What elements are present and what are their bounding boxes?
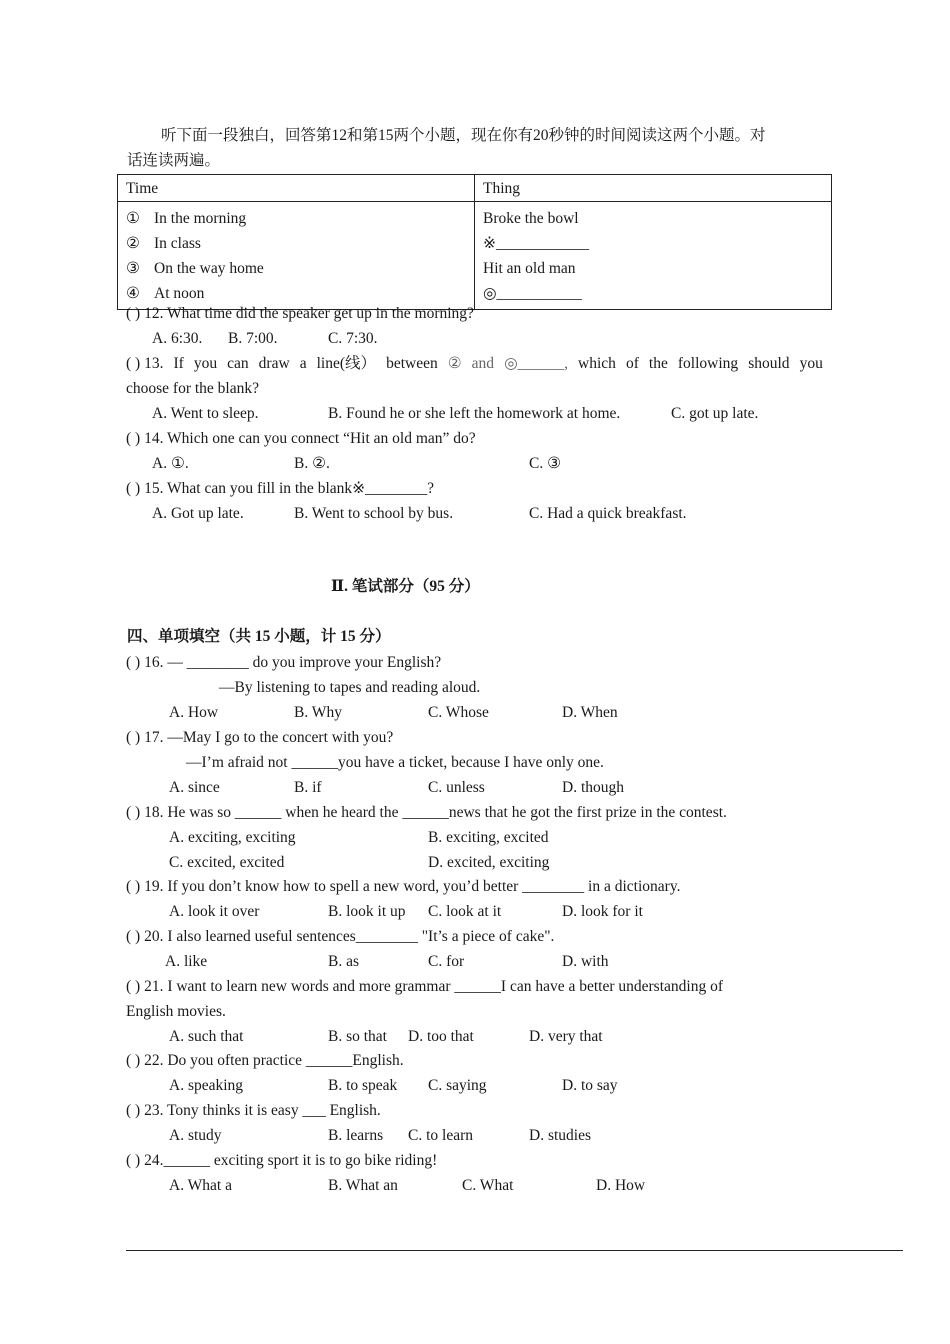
time-text: At noon — [154, 285, 205, 302]
q16-option-b: B. Why — [294, 704, 342, 721]
q15-option-b: B. Went to school by bus. — [294, 505, 454, 522]
time-text: In the morning — [154, 210, 247, 227]
q20-stem: ( ) 20. I also learned useful sentences________ "It’s a piece of cake". — [126, 928, 555, 945]
q18-option-a: A. exciting, exciting — [169, 829, 296, 846]
q20-option-c: C. for — [428, 953, 465, 970]
circled-number: ② — [126, 235, 140, 252]
q24-option-c: C. What — [462, 1177, 514, 1194]
q13-word: which — [578, 355, 616, 372]
q24-stem: ( ) 24.______ exciting sport it is to go bike riding! — [126, 1152, 438, 1169]
q13-word: draw — [258, 355, 290, 372]
q21-option-b: B. so that — [328, 1028, 387, 1045]
q17-option-d: D. though — [562, 779, 624, 796]
time-text: On the way home — [154, 260, 264, 277]
q14-stem: ( ) 14. Which one can you connect “Hit an old man” do? — [126, 430, 476, 447]
q13-stem-line-2: choose for the blank? — [126, 380, 259, 397]
q12-stem: ( ) 12. What time did the speaker get up in the morning? — [126, 305, 474, 322]
q13-word: between — [386, 355, 438, 372]
q13-word: following — [677, 355, 739, 372]
circled-number: ① — [126, 210, 140, 227]
q22-stem: ( ) 22. Do you often practice ______English. — [126, 1052, 404, 1069]
q21-stem: ( ) 21. I want to learn new words and more grammar ______I can have a better understanding of — [126, 978, 723, 995]
q13-word: you — [799, 355, 823, 372]
q23-option-d: D. studies — [529, 1127, 591, 1144]
q12-option-c: C. 7:30. — [328, 330, 378, 347]
q18-option-d: D. excited, exciting — [428, 854, 550, 871]
q23-option-c: C. to learn — [408, 1127, 473, 1144]
q18-stem: ( ) 18. He was so ______ when he heard the ______news that he got the first prize in the contest. — [126, 804, 727, 821]
time-text: In class — [154, 235, 201, 252]
table-header-time: Time — [118, 175, 475, 202]
q13-word: of — [625, 355, 639, 372]
q15-stem: ( ) 15. What can you fill in the blank※________? — [126, 480, 434, 497]
q13-word: the — [648, 355, 668, 372]
thing-row: ※____________ — [483, 235, 589, 252]
q13-option-a: A. Went to sleep. — [152, 405, 259, 422]
footer-divider — [126, 1250, 903, 1251]
q24-option-d: D. How — [596, 1177, 646, 1194]
q13-word: and — [471, 355, 495, 372]
q18-option-b: B. exciting, excited — [428, 829, 549, 846]
q14-option-c: C. ③ — [529, 455, 561, 472]
time-column — [118, 202, 475, 310]
q13-word: should — [748, 355, 790, 372]
q21-stem-line-2: English movies. — [126, 1003, 226, 1020]
q24-option-a: A. What a — [169, 1177, 232, 1194]
q13-word: ◎______, — [504, 355, 568, 372]
q19-option-d: D. look for it — [562, 903, 643, 920]
q13-word: can — [227, 355, 249, 372]
q12-option-b: B. 7:00. — [228, 330, 278, 347]
q23-option-a: A. study — [169, 1127, 222, 1144]
q20-option-d: D. with — [562, 953, 609, 970]
circled-number: ③ — [126, 260, 140, 277]
time-row — [126, 206, 466, 231]
thing-row: ◎___________ — [483, 285, 582, 302]
time-row — [126, 256, 466, 281]
table-header-thing: Thing — [475, 175, 832, 202]
thing-row: Broke the bowl — [483, 210, 579, 227]
q14-option-a: A. ①. — [152, 455, 189, 472]
q19-option-b: B. look it up — [328, 903, 406, 920]
thing-row: Hit an old man — [483, 260, 576, 277]
q13-word: you — [193, 355, 218, 372]
time-row — [126, 231, 466, 256]
q13-option-b: B. Found he or she left the homework at home. — [328, 405, 621, 422]
q19-option-c: C. look at it — [428, 903, 502, 920]
part4-title: 四、单项填空（共 15 小题，计 15 分） — [127, 628, 391, 645]
q13-word: ② — [447, 355, 462, 372]
q12-option-a: A. 6:30. — [152, 330, 203, 347]
q22-option-a: A. speaking — [169, 1077, 244, 1094]
q16-option-d: D. When — [562, 704, 618, 721]
q22-option-c: C. saying — [428, 1077, 487, 1094]
q13-stem-line-1 — [126, 356, 823, 372]
q16-option-c: C. Whose — [428, 704, 489, 721]
q19-option-a: A. look it over — [169, 903, 260, 920]
q17-option-a: A. since — [169, 779, 220, 796]
q18-option-c: C. excited, excited — [169, 854, 285, 871]
intro-line-2: 话连读两遍。 — [127, 152, 221, 169]
time-row — [126, 281, 466, 306]
q21-option-a: A. such that — [169, 1028, 244, 1045]
q17-option-b: B. if — [294, 779, 322, 796]
q16-stem: ( ) 16. — ________ do you improve your English? — [126, 654, 442, 671]
q16-reply: —By listening to tapes and reading aloud. — [219, 679, 481, 696]
intro-line-1: 听下面一段独白，回答第12和第15两个小题，现在你有20秒钟的时间阅读这两个小题。对 — [161, 127, 766, 144]
q13-word: line(线） — [316, 355, 377, 372]
q20-option-b: B. as — [328, 953, 359, 970]
circled-number: ④ — [126, 285, 140, 302]
q21-option-d: D. very that — [529, 1028, 603, 1045]
q21-option-c: D. too that — [408, 1028, 474, 1045]
q22-option-d: D. to say — [562, 1077, 618, 1094]
q23-stem: ( ) 23. Tony thinks it is easy ___ English. — [126, 1102, 381, 1119]
q17-reply: —I’m afraid not ______you have a ticket, because I have only one. — [186, 754, 604, 771]
q24-option-b: B. What an — [328, 1177, 398, 1194]
time-thing-table — [117, 174, 832, 310]
section-title: Ⅱ. 笔试部分（95 分） — [331, 578, 480, 595]
thing-column — [475, 202, 832, 310]
q17-option-c: C. unless — [428, 779, 485, 796]
q20-option-a: A. like — [165, 953, 208, 970]
q13-word: ( ) 13. — [126, 355, 164, 372]
q13-word: a — [299, 355, 307, 372]
q15-option-c: C. Had a quick breakfast. — [529, 505, 687, 522]
q13-word: If — [173, 355, 184, 372]
q15-option-a: A. Got up late. — [152, 505, 244, 522]
q14-option-b: B. ②. — [294, 455, 330, 472]
q19-stem: ( ) 19. If you don’t know how to spell a new word, you’d better ________ in a dictionary. — [126, 878, 681, 895]
q13-option-c: C. got up late. — [671, 405, 759, 422]
q23-option-b: B. learns — [328, 1127, 384, 1144]
q16-option-a: A. How — [169, 704, 219, 721]
q22-option-b: B. to speak — [328, 1077, 398, 1094]
q17-stem: ( ) 17. —May I go to the concert with you? — [126, 729, 394, 746]
